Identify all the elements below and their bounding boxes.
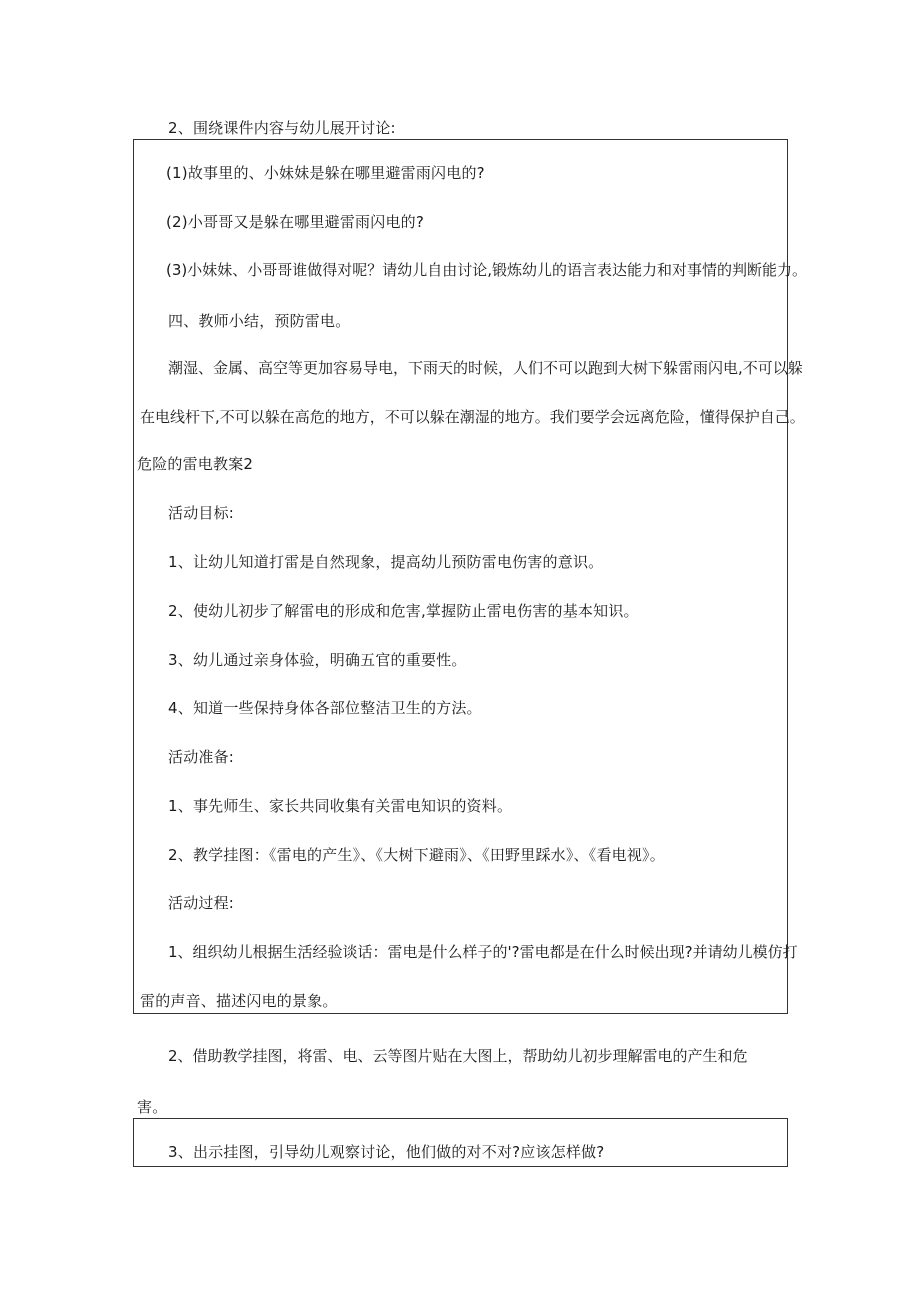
process-step-2-line-1: 2、借助教学挂图，将雷、电、云等图片贴在大图上，帮助幼儿初步理解雷电的产生和危 [168,1047,748,1065]
summary-line-1: 潮湿、金属、高空等更加容易导电，下雨天的时候，人们不可以跑到大树下躲雷雨闪电,不可以躲 [168,359,803,377]
question-1: (1)故事里的、小妹妹是躲在哪里避雷雨闪电的? [166,164,485,182]
question-2: (2)小哥哥又是躲在哪里避雷雨闪电的? [166,213,425,231]
lesson-title: 危险的雷电教案2 [137,455,254,473]
prep-item: 1、事先师生、家长共同收集有关雷电知识的资料。 [168,797,513,815]
goals-heading: 活动目标: [168,504,235,522]
goal-item: 1、让幼儿知道打雷是自然现象，提高幼儿预防雷电伤害的意识。 [168,553,604,571]
step-4-heading: 四、教师小结，预防雷电。 [168,312,351,330]
discussion-intro: 2、围绕课件内容与幼儿展开讨论: [168,119,396,137]
process-step-2-line-2: 害。 [137,1098,168,1116]
summary-line-2: 在电线杆下,不可以躲在高危的地方，不可以躲在潮湿的地方。我们要学会远离危险，懂得保护自己。 [140,408,805,426]
goal-item: 4、知道一些保持身体各部位整洁卫生的方法。 [168,699,482,717]
process-step-3: 3、出示挂图，引导幼儿观察讨论，他们做的对不对?应该怎样做? [168,1143,605,1161]
goal-item: 2、使幼儿初步了解雷电的形成和危害,掌握防止雷电伤害的基本知识。 [168,602,639,620]
process-step-1-line-1: 1、组织幼儿根据生活经验谈话：雷电是什么样子的'?雷电都是在什么时候出现?并请幼儿模仿打 [168,943,798,961]
prep-item: 2、教学挂图：《雷电的产生》、《大树下避雨》、《田野里踩水》、《看电视》。 [168,846,665,864]
question-3: (3)小妹妹、小哥哥谁做得对呢？请幼儿自由讨论,锻炼幼儿的语言表达能力和对事情的判断能力。 [166,261,808,279]
goal-item: 3、幼儿通过亲身体验，明确五官的重要性。 [168,651,467,669]
process-step-1-line-2: 雷的声音、描述闪电的景象。 [140,992,338,1010]
prep-heading: 活动准备: [168,748,235,766]
process-heading: 活动过程: [168,894,235,912]
